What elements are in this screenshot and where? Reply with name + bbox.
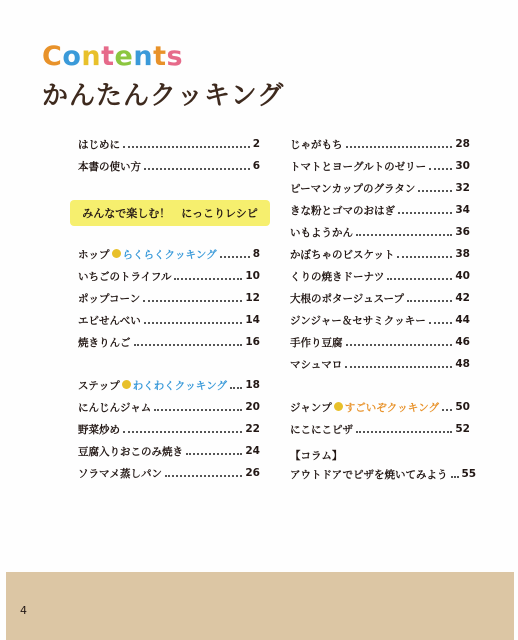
toc-page-number: 24	[245, 445, 260, 457]
leader-dots	[346, 145, 453, 148]
toc-page-number: 30	[455, 160, 470, 172]
leader-dots	[154, 408, 242, 411]
leader-dots	[429, 321, 453, 324]
leader-dots	[451, 475, 459, 478]
leader-dots	[387, 277, 452, 280]
column-heading: 【コラム】	[290, 450, 343, 462]
toc-page-number: 20	[245, 401, 260, 413]
title-letter: t	[101, 41, 115, 72]
contents-title	[42, 40, 183, 74]
leader-dots	[134, 343, 243, 346]
leader-dots	[345, 365, 452, 368]
toc-page-number: 12	[245, 292, 260, 304]
leader-dots	[144, 167, 250, 170]
toc-page-number: 22	[245, 423, 260, 435]
leader-dots	[174, 277, 242, 280]
toc-page-number: 48	[455, 358, 470, 370]
toc-page-number: 40	[455, 270, 470, 282]
toc-item-label: 野菜炒め	[78, 423, 120, 436]
toc-row	[78, 136, 260, 152]
leader-dots	[442, 408, 452, 411]
toc-item-label: ポップコーン	[78, 292, 141, 305]
toc-page-number: 18	[245, 379, 260, 391]
section-name: らくらくクッキング	[122, 248, 217, 261]
toc-page-number: 10	[245, 270, 260, 282]
title-letter: t	[153, 41, 167, 72]
leader-dots	[407, 299, 452, 302]
title-letter: n	[133, 41, 154, 72]
toc-row	[290, 268, 470, 284]
toc-row	[290, 202, 470, 218]
section-banner: みんなで楽しむ！ にっこりレシピ	[70, 200, 270, 226]
toc-page-number: 36	[455, 226, 470, 238]
section-name: わくわくクッキング	[132, 379, 227, 392]
toc-page-number: 34	[455, 204, 470, 216]
toc-item-label: いもようかん	[290, 226, 353, 239]
section-prefix: ステップ	[78, 379, 120, 392]
toc-page-number: 28	[455, 138, 470, 150]
leader-dots	[230, 386, 242, 389]
toc-page-number: 16	[245, 336, 260, 348]
toc-page-number: 14	[245, 314, 260, 326]
toc-item-label: にんじんジャム	[78, 401, 152, 414]
toc-row	[290, 334, 470, 350]
leader-dots	[144, 321, 243, 324]
toc-row	[78, 465, 260, 481]
leader-dots	[346, 343, 453, 346]
leader-dots	[123, 430, 242, 433]
toc-page-number: 42	[455, 292, 470, 304]
toc-item-label: くりの焼きドーナツ	[290, 270, 385, 283]
bullet-dot-icon	[112, 249, 121, 258]
toc-item-label: きな粉とゴマのおはぎ	[290, 204, 395, 217]
toc-row	[78, 421, 260, 437]
toc-page-number: 32	[455, 182, 470, 194]
toc-item-label: はじめに	[78, 138, 120, 151]
leader-dots	[220, 255, 250, 258]
title-letter: s	[166, 41, 184, 72]
toc-item-label: エビせんべい	[78, 314, 141, 327]
toc-row	[290, 290, 470, 306]
toc-item-label: アウトドアでピザを焼いてみよう	[290, 468, 448, 481]
bullet-dot-icon	[122, 380, 131, 389]
toc-page-number: 8	[252, 248, 260, 260]
toc-page-number: 44	[455, 314, 470, 326]
toc-page-number: 46	[455, 336, 470, 348]
leader-dots	[429, 167, 452, 170]
toc-row	[78, 312, 260, 328]
toc-item-label: 本書の使い方	[78, 160, 141, 173]
title-letter: o	[62, 41, 82, 72]
toc-page-number: 50	[455, 401, 470, 413]
page-number: 4	[20, 604, 27, 617]
toc-page-number: 6	[252, 160, 260, 172]
leader-dots	[186, 452, 242, 455]
title-letter: C	[42, 41, 63, 72]
toc-section-row	[78, 377, 260, 393]
toc-item-label: かぼちゃのビスケット	[290, 248, 395, 261]
toc-page-number: 55	[461, 468, 477, 480]
leader-dots	[165, 474, 242, 477]
section-label	[290, 400, 439, 415]
toc-page-number: 38	[455, 248, 470, 260]
toc-item-label: 豆腐入りおこのみ焼き	[78, 445, 183, 458]
toc-item-label: ピーマンカップのグラタン	[290, 182, 416, 195]
leader-dots	[398, 211, 452, 214]
toc-row	[78, 443, 260, 459]
leader-dots	[123, 145, 250, 148]
toc-item-label: トマトとヨーグルトのゼリー	[290, 160, 427, 173]
toc-page-number: 26	[245, 467, 260, 479]
toc-row	[290, 356, 470, 372]
toc-row	[290, 158, 470, 174]
toc-section-row	[290, 399, 470, 415]
title-letter: e	[114, 41, 134, 72]
toc-section-row	[78, 246, 260, 262]
toc-row	[78, 290, 260, 306]
page-subtitle: かんたんクッキング	[42, 81, 285, 111]
section-prefix: ホップ	[78, 248, 110, 261]
toc-row	[290, 466, 477, 482]
toc-item-label: いちごのトライフル	[78, 270, 172, 283]
leader-dots	[143, 299, 242, 302]
toc-item-label: 手作り豆腐	[290, 336, 343, 349]
leader-dots	[418, 189, 452, 192]
toc-row	[78, 334, 260, 350]
section-label	[78, 378, 227, 393]
toc-row	[78, 268, 260, 284]
toc-item-label: マシュマロ	[290, 358, 343, 371]
leader-dots	[356, 430, 452, 433]
section-name: すごいぞクッキング	[344, 401, 439, 414]
toc-row	[290, 312, 470, 328]
toc-page-number: 52	[455, 423, 470, 435]
leader-dots	[356, 233, 452, 236]
section-prefix: ジャンプ	[290, 401, 332, 414]
toc-item-label: ジンジャー＆セサミクッキー	[290, 314, 426, 327]
leader-dots	[397, 255, 452, 258]
toc-item-label: ソラマメ蒸しパン	[78, 467, 162, 480]
toc-item-label: 大根のポタージュスープ	[290, 292, 405, 305]
toc-row	[290, 224, 470, 240]
toc-row	[290, 421, 470, 437]
toc-row	[290, 136, 470, 152]
bullet-dot-icon	[334, 402, 343, 411]
toc-item-label: じゃがもち	[290, 138, 343, 151]
section-label	[78, 247, 217, 262]
title-letter: n	[81, 41, 102, 72]
toc-row	[290, 180, 470, 196]
toc-page-number: 2	[252, 138, 260, 150]
toc-item-label: にこにこピザ	[290, 423, 353, 436]
toc-row	[78, 158, 260, 174]
toc-item-label: 焼きりんご	[78, 336, 131, 349]
toc-row	[78, 399, 260, 415]
toc-row	[290, 246, 470, 262]
footer-band	[6, 572, 514, 640]
